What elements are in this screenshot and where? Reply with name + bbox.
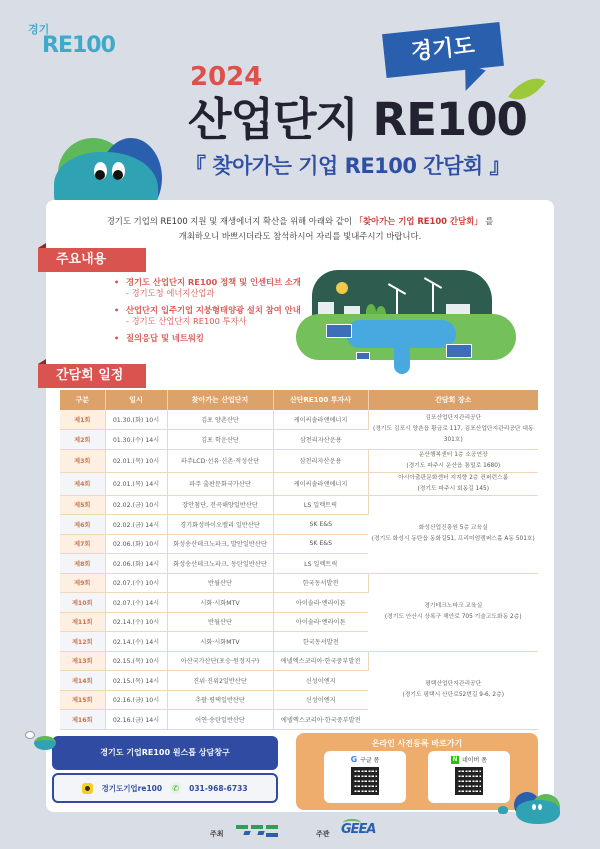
- cell-investor: 에넬엑스코리아·한국중부발전: [273, 710, 368, 730]
- list-item: [114, 332, 301, 344]
- cell-datetime: 02.15.(목) 10시: [105, 651, 167, 671]
- naver-icon: N: [452, 755, 458, 763]
- cell-complex: 반월산단: [167, 612, 273, 632]
- cell-investor: 아이솔라·엔라이튼: [273, 593, 368, 613]
- cell-round: 제3회: [60, 449, 105, 472]
- venue-address: (경기도 화성시 동탄읍 동화길51, 프리미엄캠퍼스홀 A동 501호): [371, 536, 535, 542]
- cell-round: 제11회: [60, 612, 105, 632]
- col-datetime: 일시: [105, 390, 167, 410]
- heart-icon: [498, 806, 508, 814]
- cell-datetime: 02.14.(수) 10시: [105, 612, 167, 632]
- cell-complex: 시화·시화MTV: [167, 632, 273, 652]
- col-round: 구분: [60, 390, 105, 410]
- cell-complex: 진위·진위2일반산단: [167, 671, 273, 691]
- qr-code-icon[interactable]: [455, 767, 483, 795]
- content-card: [46, 200, 554, 812]
- geea-logo: [341, 821, 387, 843]
- venue-name: 화성산업진흥원 5층 교육실: [418, 525, 488, 531]
- cell-datetime: 02.01.(목) 14시: [105, 472, 167, 495]
- cell-round: 제8회: [60, 554, 105, 574]
- cell-datetime: 02.06.(화) 10시: [105, 534, 167, 554]
- cell-datetime: 02.02.(금) 14시: [105, 515, 167, 535]
- venue-address: (경기도 파주시 회동길 145): [417, 485, 489, 492]
- cell-venue: [368, 651, 538, 729]
- section-heading-main-content: 주요내용: [38, 248, 146, 272]
- list-item-title: 질의응답 및 네트워킹: [126, 333, 204, 343]
- organizer-logo-text: GEEA: [341, 822, 376, 837]
- gyeonggido-badge: 경기도: [382, 22, 504, 78]
- venue-address: (경기도 파주시 운산읍 통일로 1680): [406, 462, 501, 469]
- intro-highlight: 「찾아가는 기업 RE100 간담회」: [354, 216, 483, 226]
- phone-icon: ✆: [170, 783, 181, 794]
- list-item-sub: - 경기도 산업단지 RE100 투자사: [126, 316, 247, 326]
- cell-datetime: 02.07.(수) 14시: [105, 593, 167, 613]
- venue-name: 운산행복센터 1층 소공연장: [418, 451, 488, 458]
- cell-datetime: 02.02.(금) 10시: [105, 495, 167, 515]
- event-year: 2024: [190, 62, 263, 92]
- cell-round: 제13회: [60, 651, 105, 671]
- kakao-channel[interactable]: 경기도기업re100: [101, 783, 163, 793]
- phone-number[interactable]: 031-968-6733: [189, 783, 248, 793]
- naver-form-label: 네이버 폼: [461, 757, 488, 764]
- qr-code-icon[interactable]: [351, 767, 379, 795]
- cell-investor: 신성이엔지: [273, 671, 368, 691]
- cell-round: 제9회: [60, 573, 105, 593]
- google-form-qr[interactable]: [324, 751, 406, 803]
- cell-venue: [368, 449, 538, 472]
- consult-contacts: [52, 773, 278, 803]
- venue-name: 아시아출판문화센터 지지향 2층 컨퍼런스룸: [398, 474, 509, 481]
- intro-line2: 개최하오니 바쁘시더라도 참석하시어 자리를 빛내주시기 바랍니다.: [178, 231, 422, 241]
- list-item-title: 산업단지 입주기업 지붕형태양광 설치 참여 안내: [126, 305, 301, 315]
- mini-mascot-icon: [34, 736, 56, 750]
- table-row: [60, 449, 538, 472]
- cell-datetime: 02.06.(화) 14시: [105, 554, 167, 574]
- cell-round: 제6회: [60, 515, 105, 535]
- cell-investor: 한국동서발전: [273, 573, 368, 593]
- cell-venue: [368, 410, 538, 449]
- cell-complex: 장안첨단, 전곡해양일반산단: [167, 495, 273, 515]
- green-industrial-city-illustration: [296, 262, 516, 374]
- footer: [0, 815, 600, 845]
- list-item-title: 경기도 산업단지 RE100 정책 및 인센티브 소개: [126, 277, 301, 287]
- cell-complex: 파주LCD·선유·신촌·적성산단: [167, 449, 273, 472]
- intro-line1: 경기도 기업의 RE100 지원 및 재생에너지 확산을 위해 아래와 같이: [106, 216, 355, 226]
- host-label: 주최: [210, 830, 224, 838]
- venue-name: 김포산업단지관리공단: [425, 414, 482, 421]
- cell-complex: 파주 출판문화국가산단: [167, 472, 273, 495]
- cell-round: 제1회: [60, 410, 105, 430]
- col-investor: 산단RE100 투자사: [273, 390, 368, 410]
- cell-investor: SK E&S: [273, 534, 368, 554]
- google-form-label: 구글 폼: [360, 757, 380, 764]
- logo-top-text: 경기: [28, 23, 50, 36]
- section-heading-schedule: 간담회 일정: [38, 364, 146, 388]
- cell-venue: [368, 495, 538, 573]
- cell-venue: [368, 573, 538, 651]
- schedule-table: [60, 390, 538, 730]
- cell-round: 제15회: [60, 690, 105, 710]
- cell-complex: 어연·송탄일반산단: [167, 710, 273, 730]
- cell-complex: 화성송산테크노파크, 동탄일반산단: [167, 554, 273, 574]
- cell-complex: 추팔·평택일반산단: [167, 690, 273, 710]
- cell-investor: 케이씨솔라앤에너지: [273, 410, 368, 430]
- cell-round: 제7회: [60, 534, 105, 554]
- table-row: [60, 651, 538, 671]
- cell-complex: 경기화성바이오밸리 일반산단: [167, 515, 273, 535]
- cell-investor: 케이씨솔라앤에너지: [273, 472, 368, 495]
- cell-round: 제2회: [60, 430, 105, 450]
- cell-datetime: 02.14.(수) 14시: [105, 632, 167, 652]
- consult-title: 경기도 기업RE100 원스톱 상담창구: [52, 736, 278, 770]
- cell-investor: 에넬엑스코리아·한국중부발전: [273, 651, 368, 671]
- table-row: [60, 495, 538, 515]
- google-icon: G: [350, 755, 358, 764]
- cell-investor: SK E&S: [273, 515, 368, 535]
- venue-address: (경기도 평택시 산단로52번길 9-6, 2층): [402, 692, 504, 698]
- cell-investor: 삼천리자산운용: [273, 430, 368, 450]
- gyeonggi-province-logo: [236, 825, 278, 841]
- cell-datetime: 01.30.(수) 14시: [105, 430, 167, 450]
- cell-round: 제14회: [60, 671, 105, 691]
- consult-desk: [52, 736, 278, 803]
- cell-complex: 김포 학운산단: [167, 430, 273, 450]
- main-content-list: [114, 276, 301, 349]
- cell-round: 제4회: [60, 472, 105, 495]
- cell-investor: 한국동서발전: [273, 632, 368, 652]
- list-item-sub: - 경기도청 에너지산업과: [126, 288, 215, 298]
- list-item: [114, 304, 301, 327]
- cell-complex: 김포 양촌산단: [167, 410, 273, 430]
- cell-datetime: 02.15.(목) 14시: [105, 671, 167, 691]
- col-venue: 간담회 장소: [368, 390, 538, 410]
- list-item: [114, 276, 301, 299]
- cell-complex: 반월산단: [167, 573, 273, 593]
- table-row: [60, 573, 538, 593]
- table-row: [60, 410, 538, 430]
- kakaotalk-icon: [82, 783, 93, 794]
- cell-complex: 아산국가산단(포승·원정지구): [167, 651, 273, 671]
- cell-datetime: 02.16.(금) 10시: [105, 690, 167, 710]
- intro-text: [46, 214, 554, 244]
- cell-round: 제5회: [60, 495, 105, 515]
- online-registration: [296, 733, 538, 810]
- cell-investor: LS 일렉트릭: [273, 554, 368, 574]
- gyeonggi-re100-logo: [28, 24, 128, 64]
- chat-bubble-icon: [25, 731, 35, 739]
- cell-investor: 신성이엔지: [273, 690, 368, 710]
- intro-suffix: 를: [482, 216, 494, 226]
- cell-datetime: 02.01.(목) 10시: [105, 449, 167, 472]
- logo-main-text: RE100: [42, 33, 115, 58]
- cell-venue: [368, 472, 538, 495]
- cell-investor: LS 일렉트릭: [273, 495, 368, 515]
- naver-form-qr[interactable]: [428, 751, 510, 803]
- table-row: [60, 472, 538, 495]
- venue-address: (경기도 김포시 양촌읍 황금로 117, 김포산업단지관리공단 대동 301호): [372, 425, 534, 443]
- cell-complex: 화성송산테크노파크, 발안일반산단: [167, 534, 273, 554]
- cell-investor: 삼천리자산운용: [273, 449, 368, 472]
- cell-round: 제16회: [60, 710, 105, 730]
- cell-round: 제10회: [60, 593, 105, 613]
- cell-complex: 시화·시화MTV: [167, 593, 273, 613]
- col-complex: 찾아가는 산업단지: [167, 390, 273, 410]
- register-title: 온라인 사전등록 바로가기: [371, 739, 463, 748]
- cell-datetime: 02.16.(금) 14시: [105, 710, 167, 730]
- cell-round: 제12회: [60, 632, 105, 652]
- table-header-row: [60, 390, 538, 410]
- page-title: 산업단지 RE100: [188, 93, 527, 146]
- cell-datetime: 01.30.(화) 10시: [105, 410, 167, 430]
- cell-investor: 아이솔라·엔라이튼: [273, 612, 368, 632]
- venue-name: 경기테크노파크 교육실: [424, 603, 483, 609]
- venue-name: 평택산업단지관리공단: [425, 681, 482, 687]
- venue-address: (경기도 안산시 상록구 해안로 705 기술고도화동 2층): [384, 614, 522, 620]
- cell-datetime: 02.07.(수) 10시: [105, 573, 167, 593]
- page-subtitle: 『 찾아가는 기업 RE100 간담회 』: [185, 154, 510, 178]
- organizer-label: 주관: [316, 830, 330, 838]
